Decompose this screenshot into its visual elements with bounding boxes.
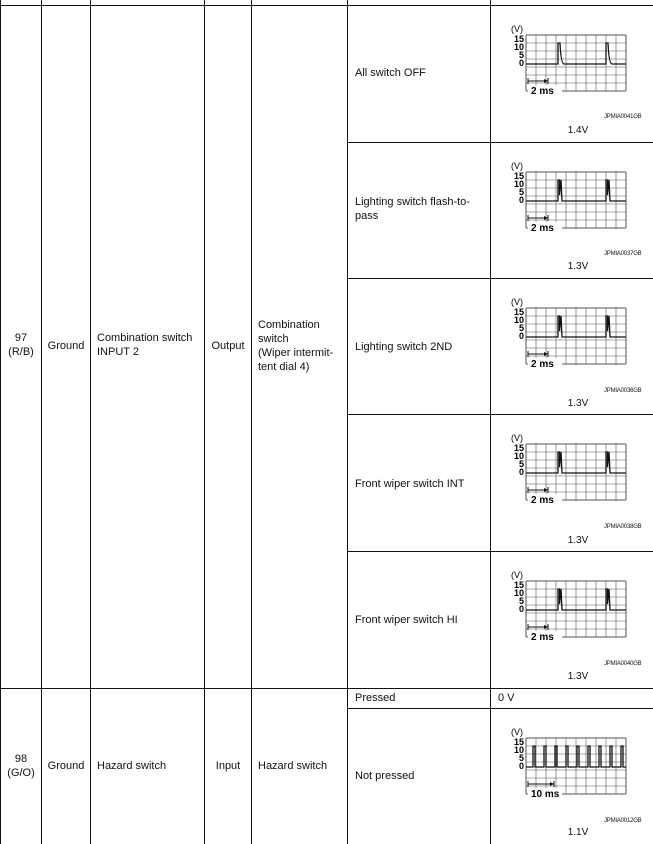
- wire-color: (R/B): [8, 346, 34, 358]
- figure-code: JPMIA0037GB: [604, 251, 642, 257]
- y-tick-label: 5: [518, 50, 524, 60]
- sub-condition: Lighting switch 2ND: [355, 341, 453, 353]
- condition-line: Combination: [258, 319, 320, 331]
- io-cell: Output: [211, 340, 245, 352]
- table-border: [251, 0, 252, 844]
- oscilloscope-graph: [508, 160, 628, 248]
- y-tick-label: 5: [518, 753, 524, 763]
- table-border: [347, 278, 653, 279]
- oscilloscope-graph: [508, 569, 628, 657]
- condition-line: switch: [258, 333, 289, 345]
- table-border: [90, 0, 91, 844]
- arrow-head: [550, 782, 554, 786]
- figure-code: JPMIA0012GB: [604, 818, 642, 824]
- figure-code: JPMIA0040GB: [604, 661, 642, 667]
- sub-condition: All switch OFF: [355, 67, 426, 79]
- waveform-diagram: [508, 23, 628, 116]
- voltage-value: 1.1V: [567, 827, 589, 838]
- y-tick-label: 0: [518, 604, 524, 614]
- oscilloscope-graph: [508, 432, 628, 520]
- io-cell: Input: [215, 760, 241, 772]
- terminal-no: 97: [14, 332, 28, 344]
- voltage-value: 1.3V: [567, 535, 589, 546]
- figure-code: JPMIA0036GB: [604, 388, 642, 394]
- y-tick-label: 5: [518, 323, 524, 333]
- y-tick-label: 10: [513, 745, 524, 755]
- ground-cell: Ground: [47, 760, 85, 772]
- y-tick-label: 15: [513, 580, 524, 590]
- y-tick-label: 15: [513, 307, 524, 317]
- table-border: [490, 0, 491, 844]
- y-tick-label: 10: [513, 179, 524, 189]
- table-border: [0, 5, 653, 6]
- axis-unit: (V): [511, 727, 523, 737]
- sub-condition: [355, 195, 485, 223]
- signal-description: Hazard switch: [97, 760, 167, 772]
- y-tick-label: 0: [518, 58, 524, 68]
- voltage-value: 1.3V: [567, 398, 589, 409]
- wire-color: (G/O): [7, 767, 35, 779]
- sub-condition: Not pressed: [355, 770, 415, 782]
- table-border: [347, 414, 653, 415]
- condition-cell: Hazard switch: [258, 760, 328, 772]
- oscilloscope-graph: [508, 296, 628, 384]
- voltage-value: 0 V: [498, 692, 515, 704]
- sub-condition: Front wiper switch HI: [355, 614, 458, 626]
- condition-line: (Wiper intermit-: [258, 347, 334, 359]
- ground-cell: Ground: [47, 340, 85, 352]
- time-scale-label: 2 ms: [531, 632, 554, 643]
- y-tick-label: 10: [513, 451, 524, 461]
- waveform-diagram: [508, 160, 628, 253]
- oscilloscope-graph: [508, 726, 632, 814]
- table-border: [347, 551, 653, 552]
- axis-unit: (V): [511, 570, 523, 580]
- time-scale-label: 2 ms: [531, 86, 554, 97]
- y-tick-label: 10: [513, 42, 524, 52]
- axis-unit: (V): [511, 433, 523, 443]
- waveform-diagram: [508, 296, 628, 389]
- waveform-diagram: [508, 726, 632, 819]
- y-tick-label: 0: [518, 331, 524, 341]
- table-border: [41, 0, 42, 844]
- y-tick-label: 15: [513, 443, 524, 453]
- signal-description: [97, 331, 201, 359]
- table-border: [347, 0, 348, 844]
- time-scale-label: 2 ms: [531, 223, 554, 234]
- y-tick-label: 0: [518, 761, 524, 771]
- waveform-diagram: [508, 432, 628, 525]
- sub-condition: Pressed: [355, 692, 396, 704]
- voltage-value: 1.3V: [567, 671, 589, 682]
- condition-line: pass: [355, 210, 379, 222]
- condition-cell: [258, 318, 346, 374]
- axis-unit: (V): [511, 161, 523, 171]
- terminal-no: 98: [14, 753, 28, 765]
- table-border: [347, 142, 653, 143]
- voltage-value: 1.3V: [567, 261, 589, 272]
- table-border: [347, 708, 653, 709]
- y-tick-label: 5: [518, 187, 524, 197]
- y-tick-label: 0: [518, 467, 524, 477]
- y-tick-label: 15: [513, 34, 524, 44]
- y-tick-label: 5: [518, 596, 524, 606]
- axis-unit: (V): [511, 297, 523, 307]
- table-border: [204, 0, 205, 844]
- figure-code: JPMIA0041GB: [604, 114, 642, 120]
- y-tick-label: 5: [518, 459, 524, 469]
- y-tick-label: 10: [513, 588, 524, 598]
- axis-unit: (V): [511, 24, 523, 34]
- description-text: Combination switch INPUT 2: [97, 332, 193, 358]
- figure-code: JPMIA0038GB: [604, 524, 642, 530]
- waveform-diagram: [508, 569, 628, 662]
- time-scale-label: 10 ms: [531, 789, 560, 800]
- y-tick-label: 15: [513, 737, 524, 747]
- time-scale-label: 2 ms: [531, 495, 554, 506]
- terminal-number: [1, 752, 41, 780]
- sub-condition: Front wiper switch INT: [355, 478, 465, 490]
- table-border: [0, 0, 1, 844]
- y-tick-label: 10: [513, 315, 524, 325]
- y-tick-label: 0: [518, 195, 524, 205]
- terminal-number: [1, 331, 41, 359]
- voltage-value: 1.4V: [567, 125, 589, 136]
- time-scale-label: 2 ms: [531, 359, 554, 370]
- table-border: [0, 688, 653, 689]
- condition-line: tent dial 4): [258, 361, 310, 373]
- condition-line: Lighting switch flash-to-: [355, 196, 470, 208]
- y-tick-label: 15: [513, 171, 524, 181]
- oscilloscope-graph: [508, 23, 628, 111]
